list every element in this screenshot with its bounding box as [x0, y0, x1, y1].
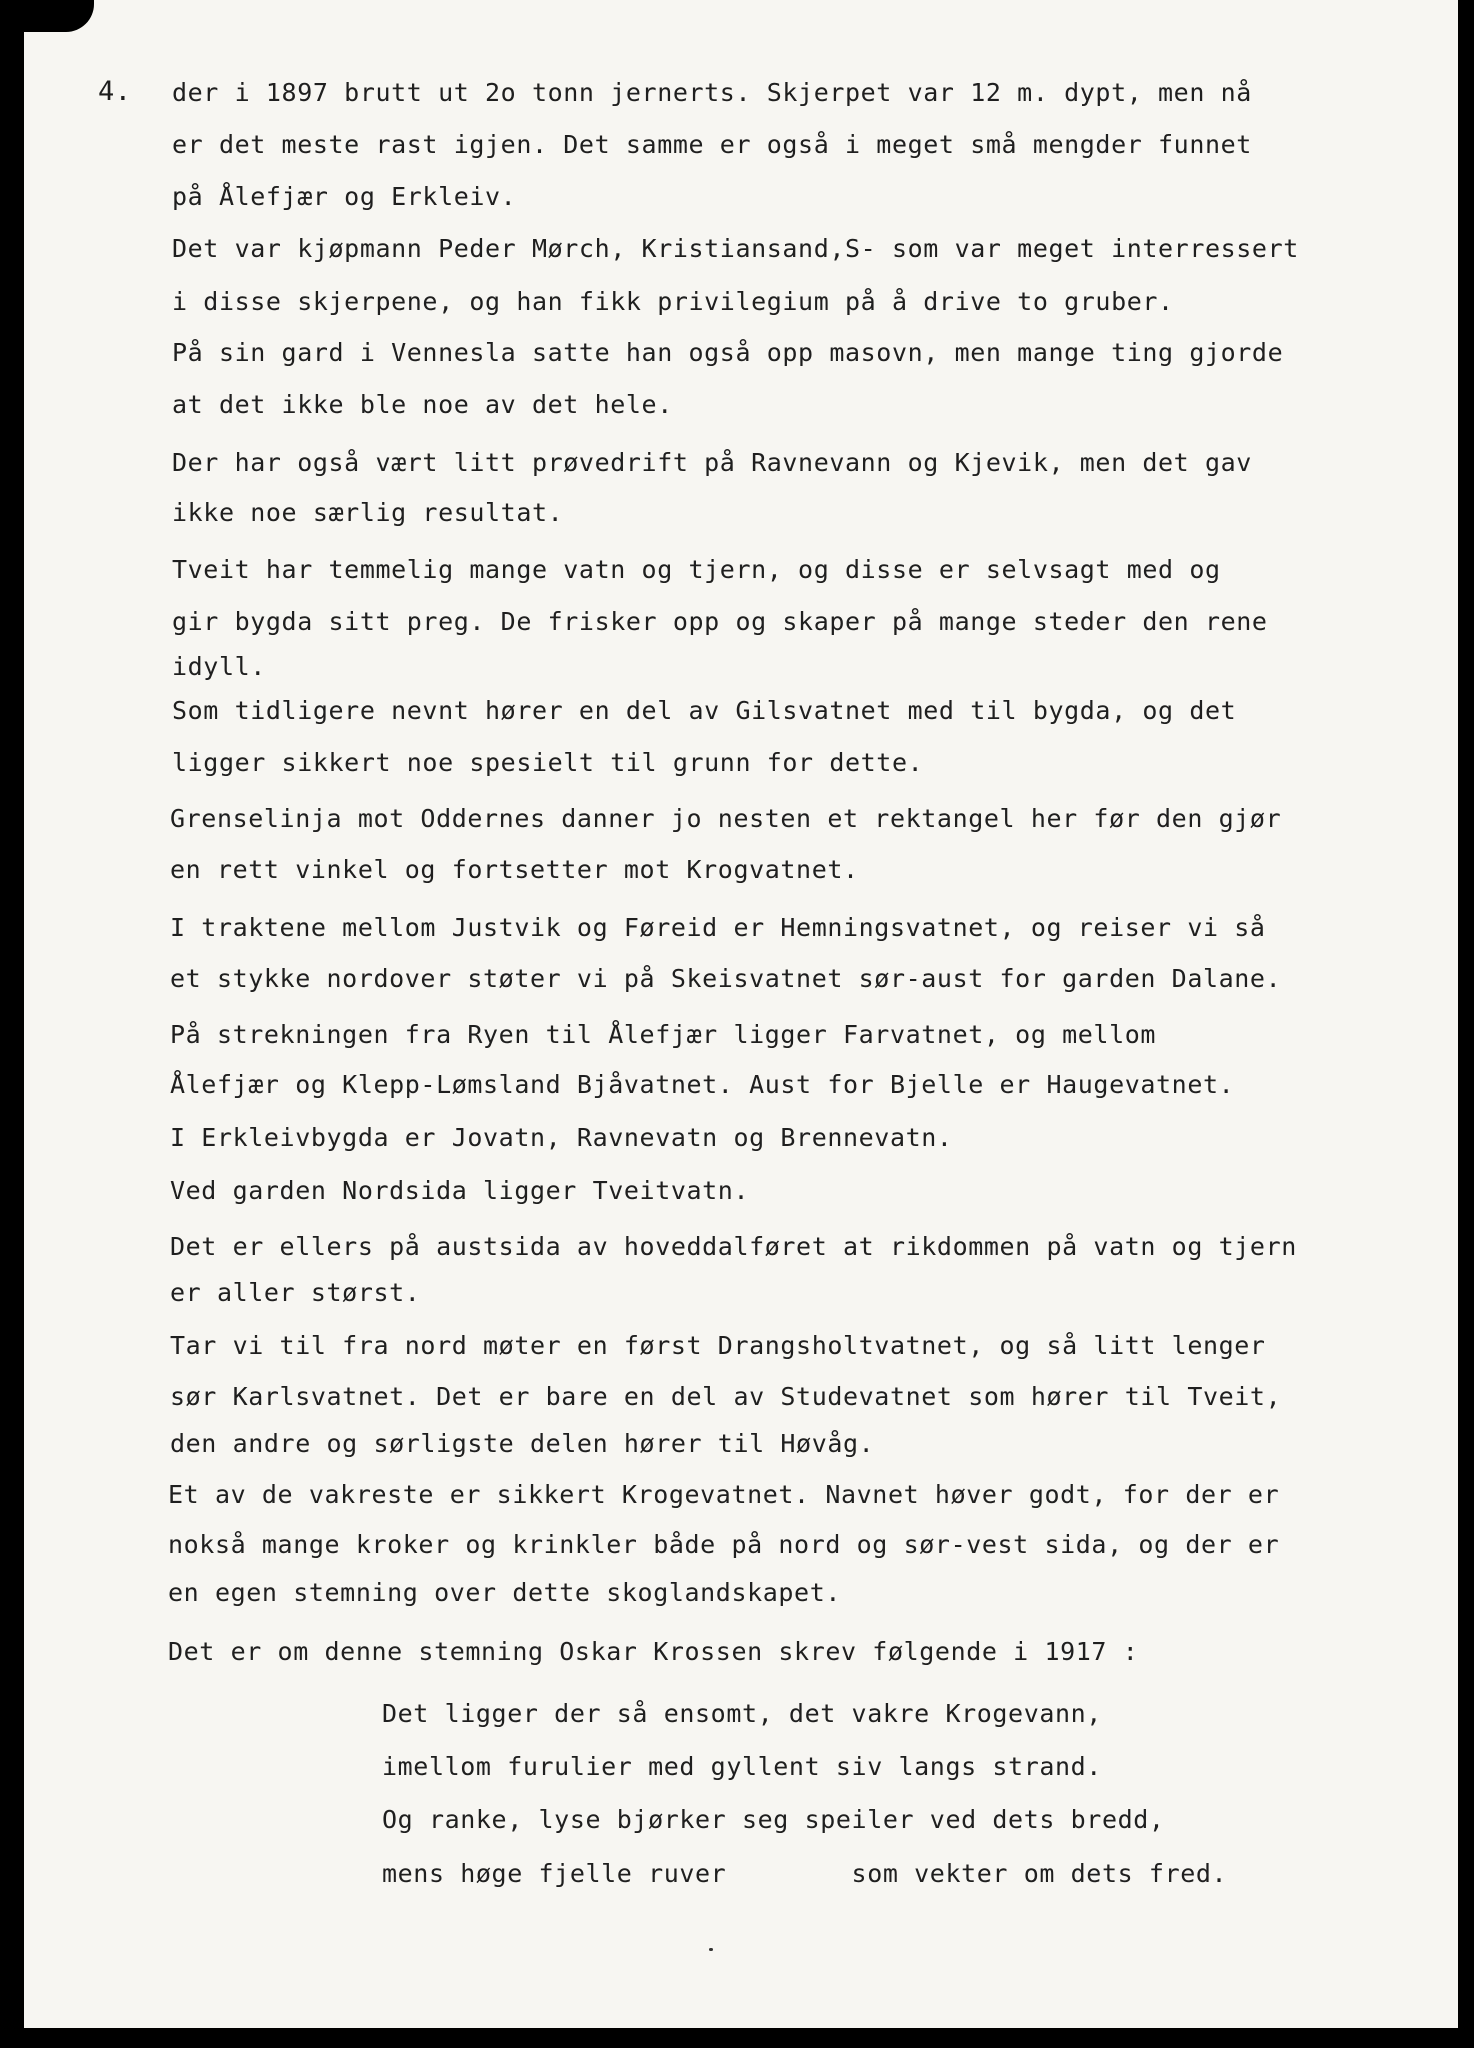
- page-number: 4.: [98, 76, 132, 107]
- text-line: Grenselinja mot Oddernes danner jo nesten et rektangel her før den gjør: [170, 804, 1282, 833]
- poem-line: mens høge fjelle ruver som vekter om dets fred.: [382, 1859, 1228, 1888]
- text-line: der i 1897 brutt ut 2o tonn jernerts. Skjerpet var 12 m. dypt, men nå: [172, 78, 1252, 107]
- text-line: Der har også vært litt prøvedrift på Ravnevann og Kjevik, men det gav: [172, 448, 1252, 477]
- text-line: nokså mange kroker og krinkler både på nord og sør-vest sida, og der er: [168, 1530, 1280, 1559]
- text-line: Det er ellers på austsida av hoveddalføret at rikdommen på vatn og tjern: [170, 1232, 1297, 1261]
- text-line: I traktene mellom Justvik og Føreid er Hemningsvatnet, og reiser vi så: [170, 913, 1266, 942]
- text-line: ikke noe særlig resultat.: [172, 498, 564, 527]
- text-line: er det meste rast igjen. Det samme er også i meget små mengder funnet: [172, 130, 1252, 159]
- text-line: I Erkleivbygda er Jovatn, Ravnevatn og Brennevatn.: [170, 1123, 953, 1152]
- text-line: Ved garden Nordsida ligger Tveitvatn.: [170, 1176, 750, 1205]
- text-line: i disse skjerpene, og han fikk privilegium på å drive to gruber.: [172, 287, 1174, 316]
- poem-line: Det ligger der så ensomt, det vakre Krogevann,: [382, 1699, 1102, 1728]
- document-page: [24, 0, 1458, 2028]
- text-line: er aller størst.: [170, 1278, 421, 1307]
- punch-hole: [24, 0, 94, 32]
- text-line: Tveit har temmelig mange vatn og tjern, og disse er selvsagt med og: [172, 555, 1221, 584]
- ink-speck: [709, 1948, 713, 1951]
- text-line: den andre og sørligste delen hører til Høvåg.: [170, 1429, 875, 1458]
- text-line: idyll.: [172, 652, 266, 681]
- text-line: Det var kjøpmann Peder Mørch, Kristiansand,S- som var meget interressert: [172, 234, 1299, 263]
- text-line: Ålefjær og Klepp-Lømsland Bjåvatnet. Aust for Bjelle er Haugevatnet.: [170, 1070, 1235, 1099]
- text-line: På sin gard i Vennesla satte han også opp masovn, men mange ting gjorde: [172, 338, 1284, 367]
- text-line: Det er om denne stemning Oskar Krossen skrev følgende i 1917 :: [168, 1637, 1139, 1666]
- text-line: Tar vi til fra nord møter en først Drangsholtvatnet, og så litt lenger: [170, 1331, 1266, 1360]
- text-line: sør Karlsvatnet. Det er bare en del av Studevatnet som hører til Tveit,: [170, 1382, 1282, 1411]
- text-line: gir bygda sitt preg. De frisker opp og skaper på mange steder den rene: [172, 607, 1268, 636]
- text-line: ligger sikkert noe spesielt til grunn for dette.: [172, 748, 924, 777]
- text-line: at det ikke ble noe av det hele.: [172, 390, 673, 419]
- text-line: Som tidligere nevnt hører en del av Gilsvatnet med til bygda, og det: [172, 696, 1237, 725]
- text-line: en egen stemning over dette skoglandskapet.: [168, 1578, 842, 1607]
- text-line: På strekningen fra Ryen til Ålefjær ligger Farvatnet, og mellom: [170, 1020, 1157, 1049]
- poem-line: Og ranke, lyse bjørker seg speiler ved dets bredd,: [382, 1805, 1165, 1834]
- text-line: et stykke nordover støter vi på Skeisvatnet sør-aust for garden Dalane.: [170, 964, 1282, 993]
- text-line: Et av de vakreste er sikkert Krogevatnet. Navnet høver godt, for der er: [168, 1480, 1280, 1509]
- text-line: på Ålefjær og Erkleiv.: [172, 182, 517, 211]
- poem-line: imellom furulier med gyllent siv langs strand.: [382, 1752, 1102, 1781]
- text-line: en rett vinkel og fortsetter mot Krogvatnet.: [170, 855, 859, 884]
